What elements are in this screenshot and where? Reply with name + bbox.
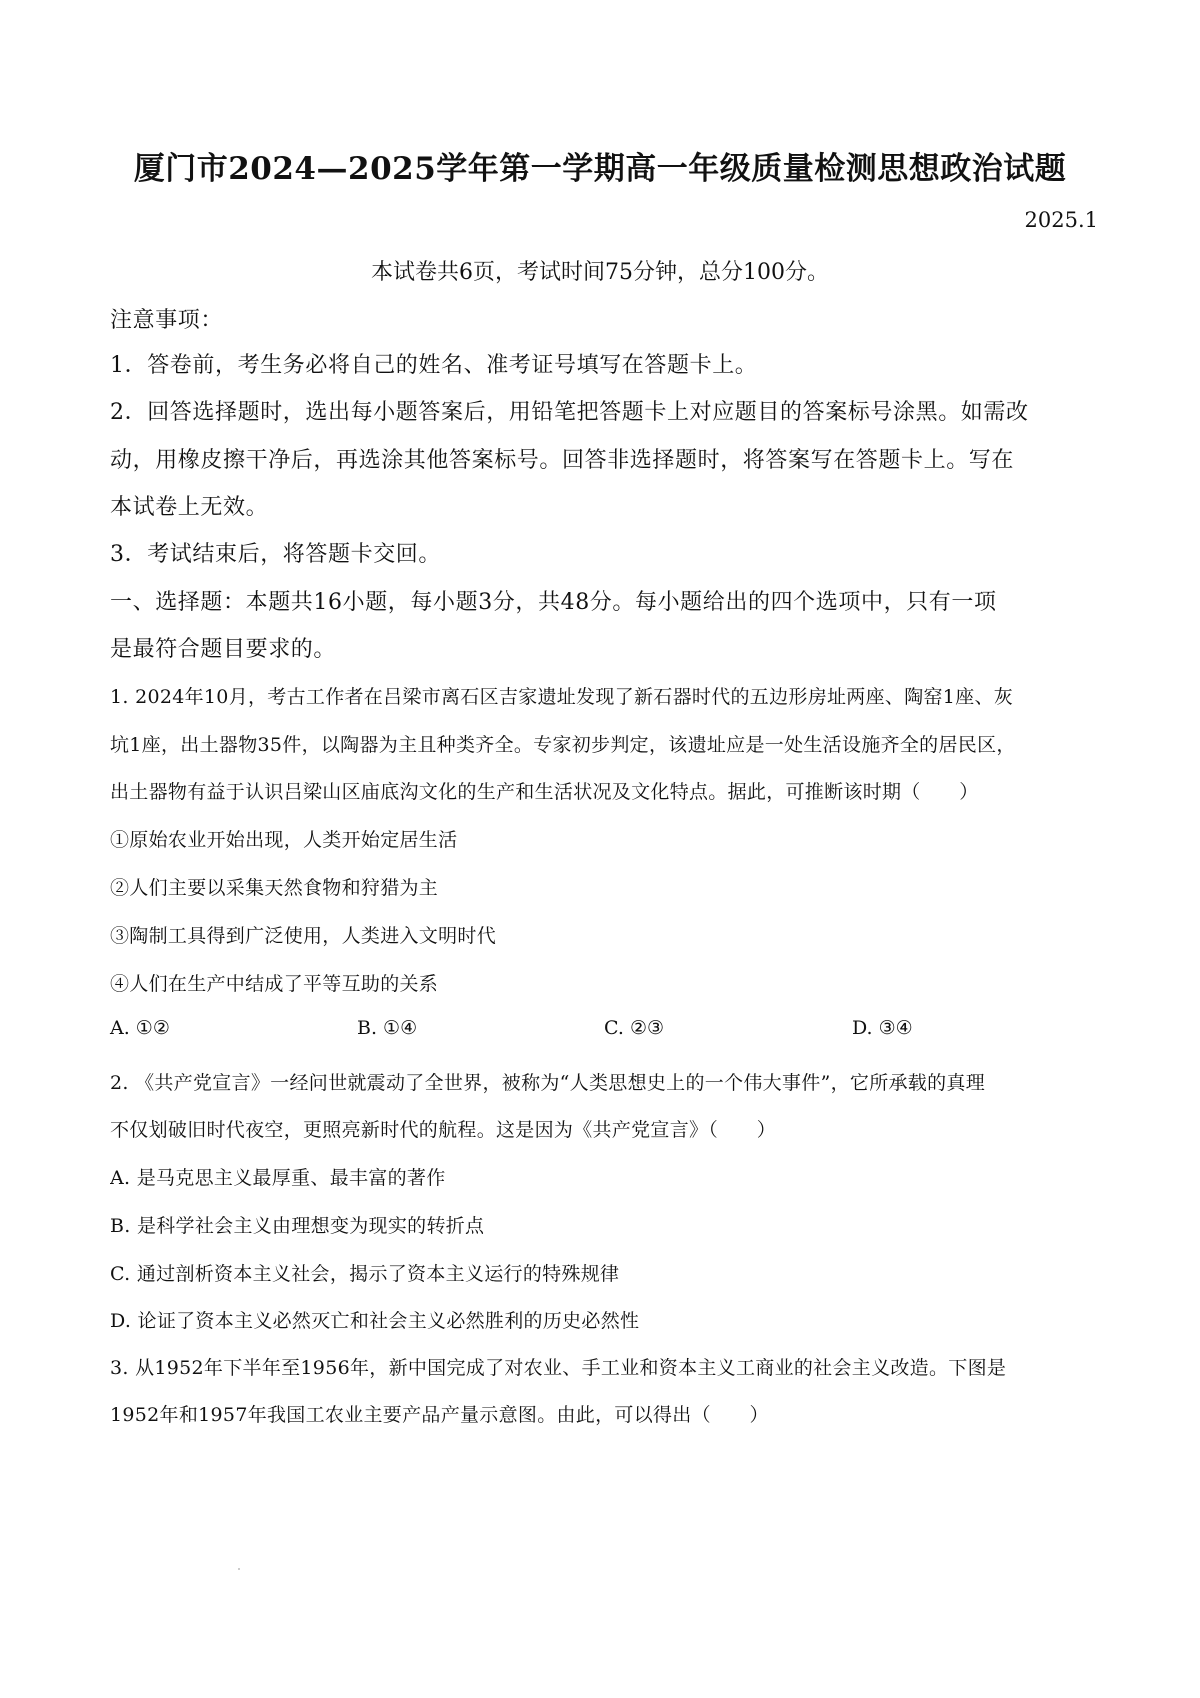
scan-speck (238, 1568, 240, 1570)
q3-stem-line-1: 3. 从1952年下半年至1956年，新中国完成了对农业、手工业和资本主义工商业的社会主义改造。下图是 (110, 1357, 1007, 1379)
exam-info: 本试卷共6页，考试时间75分钟，总分100分。 (371, 260, 829, 285)
q2-option-c: C. 通过剖析资本主义社会，揭示了资本主义运行的特殊规律 (110, 1263, 620, 1285)
q2-option-a: A. 是马克思主义最厚重、最丰富的著作 (110, 1167, 446, 1189)
q1-statement-3: ③陶制工具得到广泛使用，人类进入文明时代 (110, 925, 497, 947)
q1-statement-2: ②人们主要以采集天然食物和狩猎为主 (110, 877, 439, 899)
q1-stem-line-1: 1. 2024年10月，考古工作者在吕梁市离石区吉家遗址发现了新石器时代的五边形房址两座、陶窑1座、灰 (110, 686, 1014, 708)
q1-statement-1: ①原始农业开始出现，人类开始定居生活 (110, 829, 458, 851)
notes-item-2-line-1: 2．回答选择题时，选出每小题答案后，用铅笔把答题卡上对应题目的答案标号涂黑。如需改 (110, 400, 1029, 425)
q2-option-b: B. 是科学社会主义由理想变为现实的转折点 (110, 1215, 485, 1237)
q1-stem-line-3: 出土器物有益于认识吕梁山区庙底沟文化的生产和生活状况及文化特点。据此，可推断该时期（ ） (110, 781, 979, 803)
q2-stem-line-2: 不仅划破旧时代夜空，更照亮新时代的航程。这是因为《共产党宣言》（ ） (110, 1119, 777, 1141)
q2-stem-line-1: 2. 《共产党宣言》一经问世就震动了全世界，被称为“人类思想史上的一个伟大事件”，它所承载的真理 (110, 1072, 985, 1094)
notes-heading: 注意事项： (110, 308, 224, 333)
notes-item-2-line-3: 本试卷上无效。 (110, 495, 269, 520)
q2-option-d: D. 论证了资本主义必然灭亡和社会主义必然胜利的历史必然性 (110, 1310, 640, 1332)
notes-item-3: 3．考试结束后，将答题卡交回。 (110, 542, 441, 567)
section-heading-line-2: 是最符合题目要求的。 (110, 637, 337, 662)
section-heading-line-1: 一、选择题：本题共16小题，每小题3分，共48分。每小题给出的四个选项中，只有一项 (110, 590, 997, 615)
q1-option-c: C. ②③ (604, 1017, 665, 1039)
notes-item-2-line-2: 动，用橡皮擦干净后，再选涂其他答案标号。回答非选择题时，将答案写在答题卡上。写在 (110, 448, 1015, 473)
exam-date: 2025.1 (1024, 208, 1098, 232)
q3-stem-line-2: 1952年和1957年我国工农业主要产品产量示意图。由此，可以得出（ ） (110, 1404, 769, 1426)
q1-option-b: B. ①④ (357, 1017, 418, 1039)
exam-title: 厦门市2024—2025学年第一学期高一年级质量检测思想政治试题 (133, 151, 1067, 187)
notes-item-1: 1．答卷前，考生务必将自己的姓名、准考证号填写在答题卡上。 (110, 353, 758, 378)
q1-stem-line-2: 坑1座，出土器物35件，以陶器为主且种类齐全。专家初步判定，该遗址应是一处生活设施齐全的居民区， (110, 734, 1016, 756)
q1-statement-4: ④人们在生产中结成了平等互助的关系 (110, 973, 439, 995)
q1-option-d: D. ③④ (852, 1017, 913, 1039)
q1-option-a: A. ①② (110, 1017, 170, 1039)
